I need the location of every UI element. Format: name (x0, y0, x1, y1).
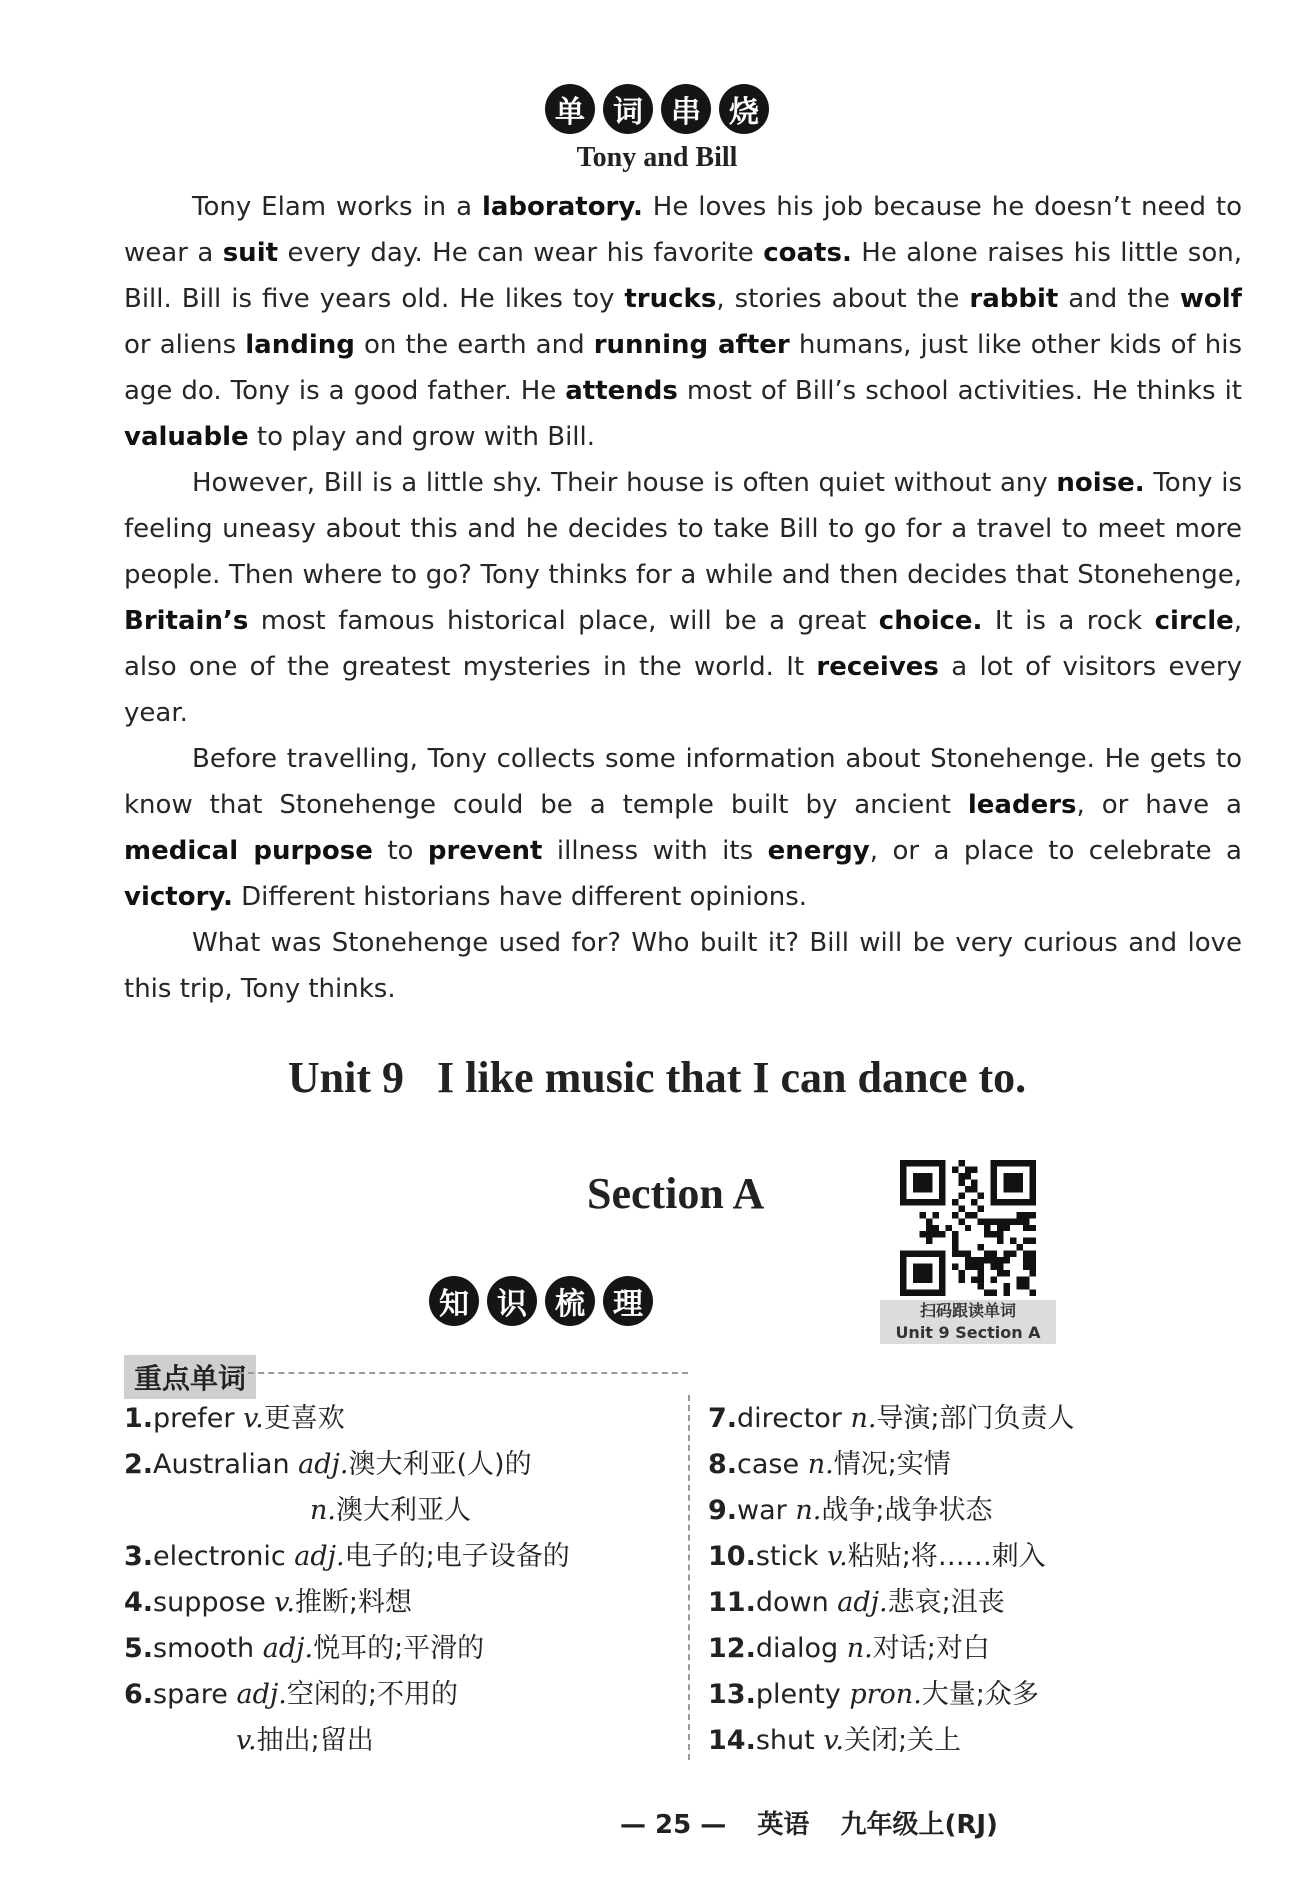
vocab-word: electronic (153, 1541, 295, 1572)
story-body (124, 184, 1242, 1012)
story-text: illness with its (542, 836, 768, 866)
story-text: and the (1058, 284, 1180, 314)
vocab-pos: v. (823, 1725, 844, 1756)
vocab-pos: v. (243, 1403, 264, 1434)
story-text: to play and grow with Bill. (248, 422, 596, 452)
vocab-pos: n. (310, 1495, 336, 1526)
story-paragraph (124, 920, 1242, 1012)
badge-char: 单 (545, 84, 595, 134)
vocab-meaning: 情况;实情 (833, 1449, 951, 1480)
vocab-pos: n. (795, 1495, 822, 1526)
story-text: It is a rock (982, 606, 1155, 636)
vocab-meaning: 悲哀;沮丧 (887, 1587, 1005, 1618)
vocab-item (708, 1534, 1248, 1580)
story-text: most famous historical place, will be a great (248, 606, 879, 636)
vocab-meaning: 抽出;留出 (256, 1725, 374, 1756)
grade-label: 九年级上(RJ) (840, 1810, 998, 1840)
vocab-item (124, 1626, 684, 1672)
page-number: — 25 — (620, 1810, 727, 1840)
vocab-item (708, 1580, 1248, 1626)
divider (238, 1372, 688, 1374)
vocab-item (124, 1396, 684, 1442)
vocab-meaning: 推断;料想 (294, 1587, 413, 1618)
vocab-num: 8. (708, 1449, 738, 1480)
story-text: , stories about the (716, 284, 970, 314)
vocab-meaning: 关闭;关上 (843, 1725, 962, 1756)
vocab-word: war (737, 1495, 796, 1526)
vocab-pos: n. (850, 1403, 877, 1434)
vocab-num: 7. (708, 1403, 738, 1434)
vocab-word: Australian (153, 1449, 299, 1480)
story-text: Before travelling, Tony collects some information about Stonehenge. He gets to know that Stonehenge could be a temple built by ancient (124, 744, 1242, 820)
vocab-pos: adj. (262, 1633, 314, 1664)
key-word: attends (565, 376, 678, 406)
key-word: victory. (124, 882, 233, 912)
vocab-pos: v. (236, 1725, 257, 1756)
key-word: running after (593, 330, 790, 360)
vocab-word: prefer (153, 1403, 244, 1434)
vocab-pos: n. (807, 1449, 834, 1480)
vocab-num: 1. (124, 1403, 154, 1434)
knowledge-badges (0, 1276, 1198, 1326)
vocab-item (708, 1396, 1248, 1442)
key-word: noise. (1056, 468, 1145, 498)
story-title: Tony and Bill (576, 142, 738, 173)
vocab-item (124, 1442, 684, 1488)
story-text: Different historians have different opinions. (232, 882, 808, 912)
story-text: , also one of the greatest mysteries in the world. It (124, 606, 1243, 682)
vocab-meaning: 对话;对白 (872, 1633, 990, 1664)
vocab-meaning: 电子的;电子设备的 (344, 1541, 570, 1572)
vocab-list-right (708, 1396, 1248, 1764)
vocab-meaning: 澳大利亚人 (335, 1495, 471, 1526)
vocab-word: stick (755, 1541, 828, 1572)
key-word: valuable (124, 422, 249, 452)
story-text: or aliens (124, 330, 246, 360)
qr-caption-line: Unit 9 Section A (895, 1323, 1041, 1342)
vocab-item (708, 1672, 1248, 1718)
vocab-pos: v. (827, 1541, 848, 1572)
vocab-word: dialog (755, 1633, 847, 1664)
key-word: choice. (878, 606, 983, 636)
vocab-item (124, 1488, 684, 1534)
key-word: circle (1154, 606, 1234, 636)
vocab-num: 10. (708, 1541, 756, 1572)
story-text: every day. He can wear his favorite (278, 238, 764, 268)
story-text: He loves his job because he doesn’t need to wear a (124, 192, 1242, 268)
page-footer (620, 1804, 1020, 1841)
vocab-pos: adj. (837, 1587, 888, 1618)
vocab-item (124, 1718, 684, 1764)
story-text: to (372, 836, 428, 866)
section-title: Section A (587, 1169, 765, 1218)
vocab-word: down (755, 1587, 838, 1618)
vocab-pos: adj. (294, 1541, 345, 1572)
badge-char: 识 (487, 1276, 537, 1326)
key-word: medical purpose (124, 836, 373, 866)
vocab-list-left (124, 1396, 684, 1764)
vocab-meaning: 粘贴;将……刺入 (847, 1541, 1046, 1572)
key-word: Britain’s (124, 606, 249, 636)
vocab-num: 14. (708, 1725, 756, 1756)
badge-char: 串 (661, 84, 711, 134)
vocab-num: 11. (708, 1587, 756, 1618)
vocab-pos: v. (274, 1587, 295, 1618)
vocab-meaning: 悦耳的;平滑的 (313, 1633, 485, 1664)
badge-char: 烧 (719, 84, 769, 134)
key-word: landing (245, 330, 355, 360)
vocab-num: 4. (124, 1587, 154, 1618)
column-divider (688, 1395, 690, 1760)
story-text: , or a place to celebrate a (869, 836, 1242, 866)
vocab-meaning: 澳大利亚(人)的 (348, 1449, 532, 1480)
vocab-item (708, 1718, 1248, 1764)
vocab-pos: adj. (298, 1449, 349, 1480)
story-text: Tony Elam works in a (192, 192, 482, 222)
qr-caption-line: 扫码跟读单词 (919, 1301, 1016, 1320)
vocab-item (124, 1672, 684, 1718)
vocab-num: 3. (124, 1541, 154, 1572)
badge-char: 梳 (545, 1276, 595, 1326)
vocab-num: 12. (708, 1633, 756, 1664)
vocab-word: plenty (755, 1679, 850, 1710)
unit-title: Unit 9 I like music that I can dance to. (287, 1053, 1027, 1102)
story-text: He alone raises his little son, Bill. Bill is five years old. He likes toy (124, 238, 1242, 314)
key-word: energy (767, 836, 870, 866)
vocab-num: 6. (124, 1679, 154, 1710)
vocab-pos: pron. (849, 1679, 922, 1710)
vocab-heading: 重点单词 (124, 1355, 256, 1399)
vocab-meaning: 更喜欢 (263, 1403, 345, 1434)
key-word: rabbit (969, 284, 1059, 314)
story-text: However, Bill is a little shy. Their house is often quiet without any (192, 468, 1057, 498)
vocab-meaning: 战争;战争状态 (821, 1495, 993, 1526)
vocab-word: shut (755, 1725, 824, 1756)
story-paragraph (124, 736, 1242, 920)
vocab-word: suppose (153, 1587, 275, 1618)
vocab-num: 2. (124, 1449, 154, 1480)
key-word: coats. (763, 238, 852, 268)
key-word: prevent (427, 836, 543, 866)
header-badges (0, 84, 1314, 134)
key-word: receives (816, 652, 939, 682)
vocab-item (124, 1580, 684, 1626)
story-text: , or have a (1076, 790, 1242, 820)
vocab-item (708, 1626, 1248, 1672)
story-text: most of Bill’s school activities. He thinks it (677, 376, 1242, 406)
badge-char: 知 (429, 1276, 479, 1326)
vocab-word: spare (153, 1679, 237, 1710)
key-word: trucks (624, 284, 717, 314)
story-text: a lot of visitors every year. (124, 652, 1242, 728)
vocab-word: director (737, 1403, 851, 1434)
story-text: humans, just like other kids of his age do. Tony is a good father. He (124, 330, 1242, 406)
key-word: suit (222, 238, 279, 268)
vocab-num: 5. (124, 1633, 154, 1664)
vocab-item (124, 1534, 684, 1580)
story-text: What was Stonehenge used for? Who built it? Bill will be very curious and love this trip, Tony thinks. (124, 928, 1242, 1004)
vocab-word: case (737, 1449, 808, 1480)
vocab-meaning: 空闲的;不用的 (286, 1679, 458, 1710)
subject-label: 英语 (757, 1810, 810, 1840)
key-word: leaders (967, 790, 1077, 820)
key-word: wolf (1179, 284, 1242, 314)
vocab-num: 13. (708, 1679, 756, 1710)
badge-char: 词 (603, 84, 653, 134)
vocab-meaning: 导演;部门负责人 (876, 1403, 1075, 1434)
story-paragraph (124, 184, 1242, 460)
key-word: laboratory. (481, 192, 643, 222)
vocab-word: smooth (153, 1633, 263, 1664)
story-text: on the earth and (354, 330, 594, 360)
badge-char: 理 (603, 1276, 653, 1326)
vocab-item (708, 1442, 1248, 1488)
story-paragraph (124, 460, 1242, 736)
vocab-pos: adj. (236, 1679, 287, 1710)
vocab-item (708, 1488, 1248, 1534)
vocab-meaning: 大量;众多 (921, 1679, 1039, 1710)
vocab-num: 9. (708, 1495, 738, 1526)
vocab-pos: n. (846, 1633, 873, 1664)
story-text: Tony is feeling uneasy about this and he decides to take Bill to go for a travel to meet more people. Then where to go? Tony thinks for a while and then decides that Stonehenge, (124, 468, 1242, 590)
